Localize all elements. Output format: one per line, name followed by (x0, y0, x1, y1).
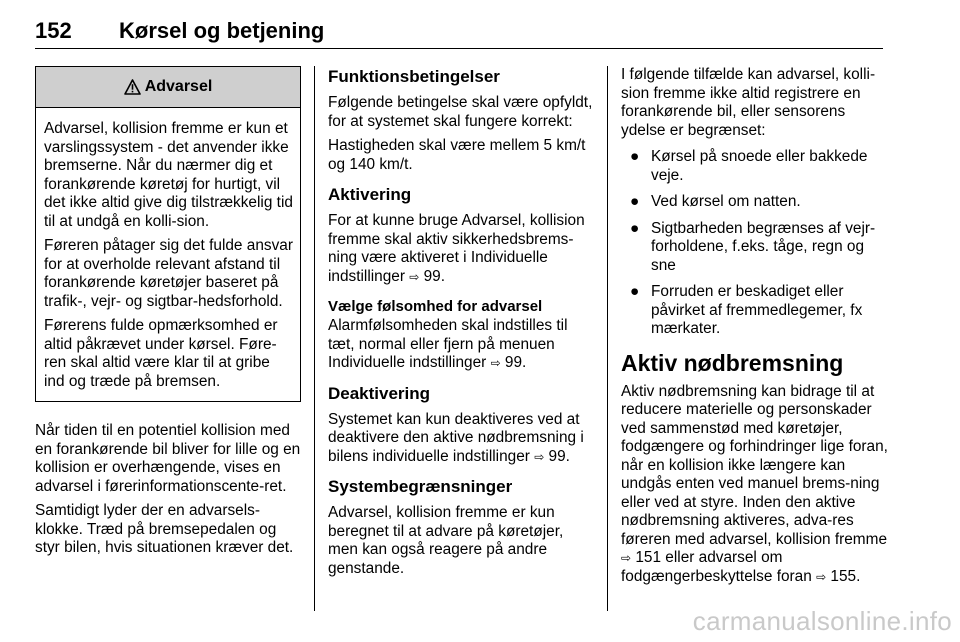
column-1 (35, 66, 301, 564)
list-item: ● Kørsel på snoede eller bakkede veje. (630, 148, 868, 184)
page-reference-link[interactable]: 99. (423, 267, 446, 285)
column-divider-2 (607, 66, 608, 611)
subheading-vaelge-folsomhed: Vælge følsomhed for advarsel (328, 298, 543, 315)
bullet-icon: ● (630, 283, 640, 300)
warning-heading: Advarsel (144, 77, 213, 95)
body-paragraph (328, 411, 596, 467)
page-ref-arrow-icon: ⇨ (534, 449, 545, 464)
warning-box-header (36, 67, 300, 108)
page-number: 152 (35, 18, 72, 43)
column-3 (621, 66, 889, 592)
page-reference-link[interactable]: 151 eller advarsel om fodgængerbeskyttelse foran (621, 549, 812, 585)
list-item: ● Ved kørsel om natten. (630, 193, 801, 210)
aktivering-text: For at kunne bruge Advarsel, kollision fremme skal aktiv sikkerhedsbrems-ning være aktiveret i Individuelle indstillinger (328, 212, 585, 285)
bullet-icon: ● (630, 148, 640, 165)
body-paragraph: Når tiden til en potentiel kollision med en forankørende bil bliver for lille og en kollision er overhængende, vises en advarsel i førerinformationscente-ret. (35, 422, 301, 495)
section-heading-aktiv-nodbremsning: Aktiv nødbremsning (621, 349, 844, 376)
section-heading-deaktivering: Deaktivering (328, 383, 431, 403)
body-paragraph: Følgende betingelse skal være opfyldt, for at systemet skal fungere korrekt: (328, 94, 593, 130)
page-header (35, 10, 883, 49)
body-paragraph (328, 317, 596, 373)
page-reference-link[interactable]: 99. (504, 354, 527, 371)
deaktivering-text: Systemet kan kun deaktiveres ved at deaktivere den aktive nødbremsning i bilens individuelle indstillinger (328, 410, 584, 465)
body-paragraph (328, 212, 596, 286)
column-divider-1 (314, 66, 315, 611)
page-reference-link[interactable]: 99. (548, 447, 570, 465)
page-ref-arrow-icon: ⇨ (409, 269, 420, 284)
bullet-icon: ● (630, 219, 640, 237)
page-ref-arrow-icon: ⇨ (621, 551, 632, 565)
warning-triangle-icon (124, 79, 141, 95)
limitations-list (621, 148, 889, 339)
body-paragraph (621, 383, 889, 587)
watermark: carmanualsonline.info (692, 606, 952, 636)
section-heading-aktivering: Aktivering (328, 185, 412, 204)
vaelge-text: Alarmfølsomheden skal indstilles til tæt, normal eller fjern på menuen Individuelle indstillinger (328, 317, 568, 371)
body-paragraph: I følgende tilfælde kan advarsel, kolli-sion fremme ikke altid registrere en forankørende bil, eller sensorens ydelse er begrænset: (621, 66, 876, 139)
body-paragraph: Hastigheden skal være mellem 5 km/t og 140 km/t. (328, 137, 586, 173)
warning-paragraph: Føreren påtager sig det fulde ansvar for at overholde relevant afstand til forankørende køretøjer baseret på trafik-, vejr- og sigtbar-hedsforhold. (44, 237, 293, 310)
column-2 (328, 66, 596, 584)
page-ref-arrow-icon: ⇨ (490, 356, 501, 370)
body-paragraph: Samtidigt lyder der en advarsels-klokke. Træd på bremsepedalen og styr bilen, hvis situationen kræver det. (35, 502, 294, 556)
page-ref-arrow-icon: ⇨ (816, 569, 827, 584)
bullet-icon: ● (630, 193, 640, 210)
section-heading-systembegraensninger: Systembegrænsninger (328, 477, 513, 496)
warning-box-body (36, 108, 300, 401)
page-title: Kørsel og betjening (119, 18, 325, 43)
page-reference-link[interactable]: 155. (830, 567, 861, 585)
list-item: ● Forruden er beskadiget eller påvirket af fremmedlegemer, fx mærkater. (630, 283, 863, 337)
warning-paragraph: Førerens fulde opmærksomhed er altid påkrævet under kørsel. Føre-ren skal altid være klar til at gribe ind og træde på bremsen. (44, 317, 278, 390)
warning-box (35, 66, 301, 402)
list-item: ● Sigtbarheden begrænses af vejr-forholdene, f.eks. tåge, regn og sne (630, 219, 876, 274)
section-heading-funktionsbetingelser: Funktionsbetingelser (328, 67, 500, 86)
aktiv-nodbremsning-text: Aktiv nødbremsning kan bidrage til at reducere materielle og personskader ved sammenstød med køretøjer, fodgængere og forhindringer lige foran, når en kollision ikke længere kan undgås enten ved manuel brems-ning eller ved at styre. Inden den aktive nødbremsning aktiveres, adva-res føreren med advarsel, kollision fremme (621, 382, 888, 548)
body-paragraph: Advarsel, kollision fremme er kun beregnet til at advare på køretøjer, men kan også reagere på andre genstande. (328, 504, 564, 577)
warning-paragraph: Advarsel, kollision fremme er kun et varslingssystem - det anvender ikke bremserne. Når du nærmer dig et forankørende køretøj for hurtigt, vil det ikke altid give dig tilstrækkelig tid til at undgå en kolli-sion. (44, 120, 293, 230)
